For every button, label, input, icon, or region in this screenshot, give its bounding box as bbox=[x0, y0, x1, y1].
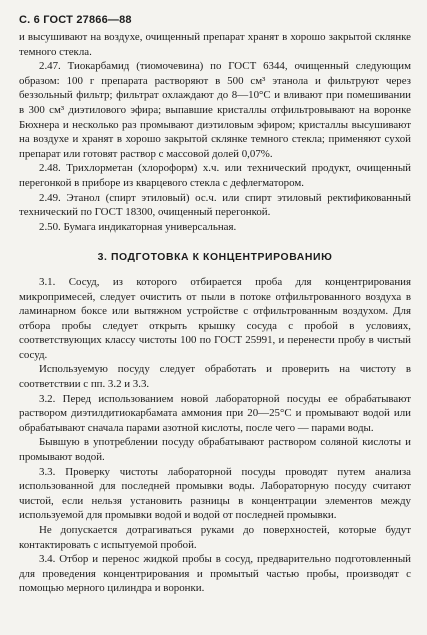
paragraph: 3.1. Сосуд, из которого отбирается проба для концентрирования микропримесей, следует очистить от пыли в потоке отфильтрованного воздуха в ламинарном боксе или вытяжном устройстве с отфильтрованным воздухом. Для отбора пробы следует открыть крышку сосуда с пробой в условиях, соответствующих классу чистоты 100 по ГОСТ 25991, и перенести пробу в чистый сосуд. bbox=[19, 275, 411, 361]
paragraph: 2.48. Трихлорметан (хлороформ) х.ч. или технический продукт, очищенный перегонкой в приборе из кварцевого стекла с дефлегматором. bbox=[19, 162, 411, 189]
paragraph: 3.3. Проверку чистоты лабораторной посуды проводят путем анализа использованной для последней промывки воды. Лабораторную посуду считают чистой, если нельзя установить разницы в концентрации элементов между используемой для промывки водой и водой от последней промывки. bbox=[19, 465, 411, 522]
paragraph: 3.2. Перед использованием новой лабораторной посуды ее обрабатывают раствором диэтилдитиокарбамата аммония при 20—25°С и промывают водой или обрабатывают сначала парами азотной кислоты, после чего — парами воды. bbox=[19, 392, 411, 434]
paragraph: 2.50. Бумага индикаторная универсальная. bbox=[39, 220, 237, 233]
reagent-list bbox=[19, 30, 411, 234]
paragraph: Не допускается дотрагиваться руками до поверхностей, которые будут контактировать с испытуемой пробой. bbox=[19, 524, 411, 551]
section-3-body bbox=[19, 275, 411, 596]
paragraph: Бывшую в употреблении посуду обрабатывают раствором соляной кислоты и промывают водой. bbox=[19, 436, 411, 464]
section-heading: 3. ПОДГОТОВКА К КОНЦЕНТРИРОВАНИЮ bbox=[97, 252, 333, 264]
paragraph: 3.4. Отбор и перенос жидкой пробы в сосуд, предварительно подготовленный для проведения концентрирования и промытый частью пробы, производят с помощью мерного цилиндра и воронки. bbox=[19, 553, 411, 595]
paragraph: Используемую посуду следует обработать и проверить на чистоту в соответствии с пп. 3.2 и 3.3. bbox=[19, 363, 411, 391]
paragraph: 2.47. Тиокарбамид (тиомочевина) по ГОСТ 6344, очищенный следующим образом: 100 г препарата растворяют в 500 см³ этанола и фильтруют через беззольный фильтр; фильтрат охлаждают до 8—10°С и вливают при помешивании в 300 см³ диэтилового эфира; выпавшие кристаллы отфильтровывают на воронке Бюхнера и несколько раз промывают диэтиловым эфиром; кристаллы высушивают на воздухе и хранят в хорошо закрытой склянке темного стекла; применяют сухой препарат или готовят раствор с массовой долей 0,07%. bbox=[19, 60, 411, 160]
body-text bbox=[19, 30, 411, 596]
paragraph: 2.49. Этанол (спирт этиловый) ос.ч. или спирт этиловый ректификованный технический по ГОСТ 18300, очищенный перегонкой. bbox=[19, 191, 411, 219]
running-header: С. 6 ГОСТ 27866—88 bbox=[19, 14, 132, 26]
paragraph: и высушивают на воздухе, очищенный препарат хранят в хорошо закрытой склянке темного стекла. bbox=[19, 31, 411, 58]
